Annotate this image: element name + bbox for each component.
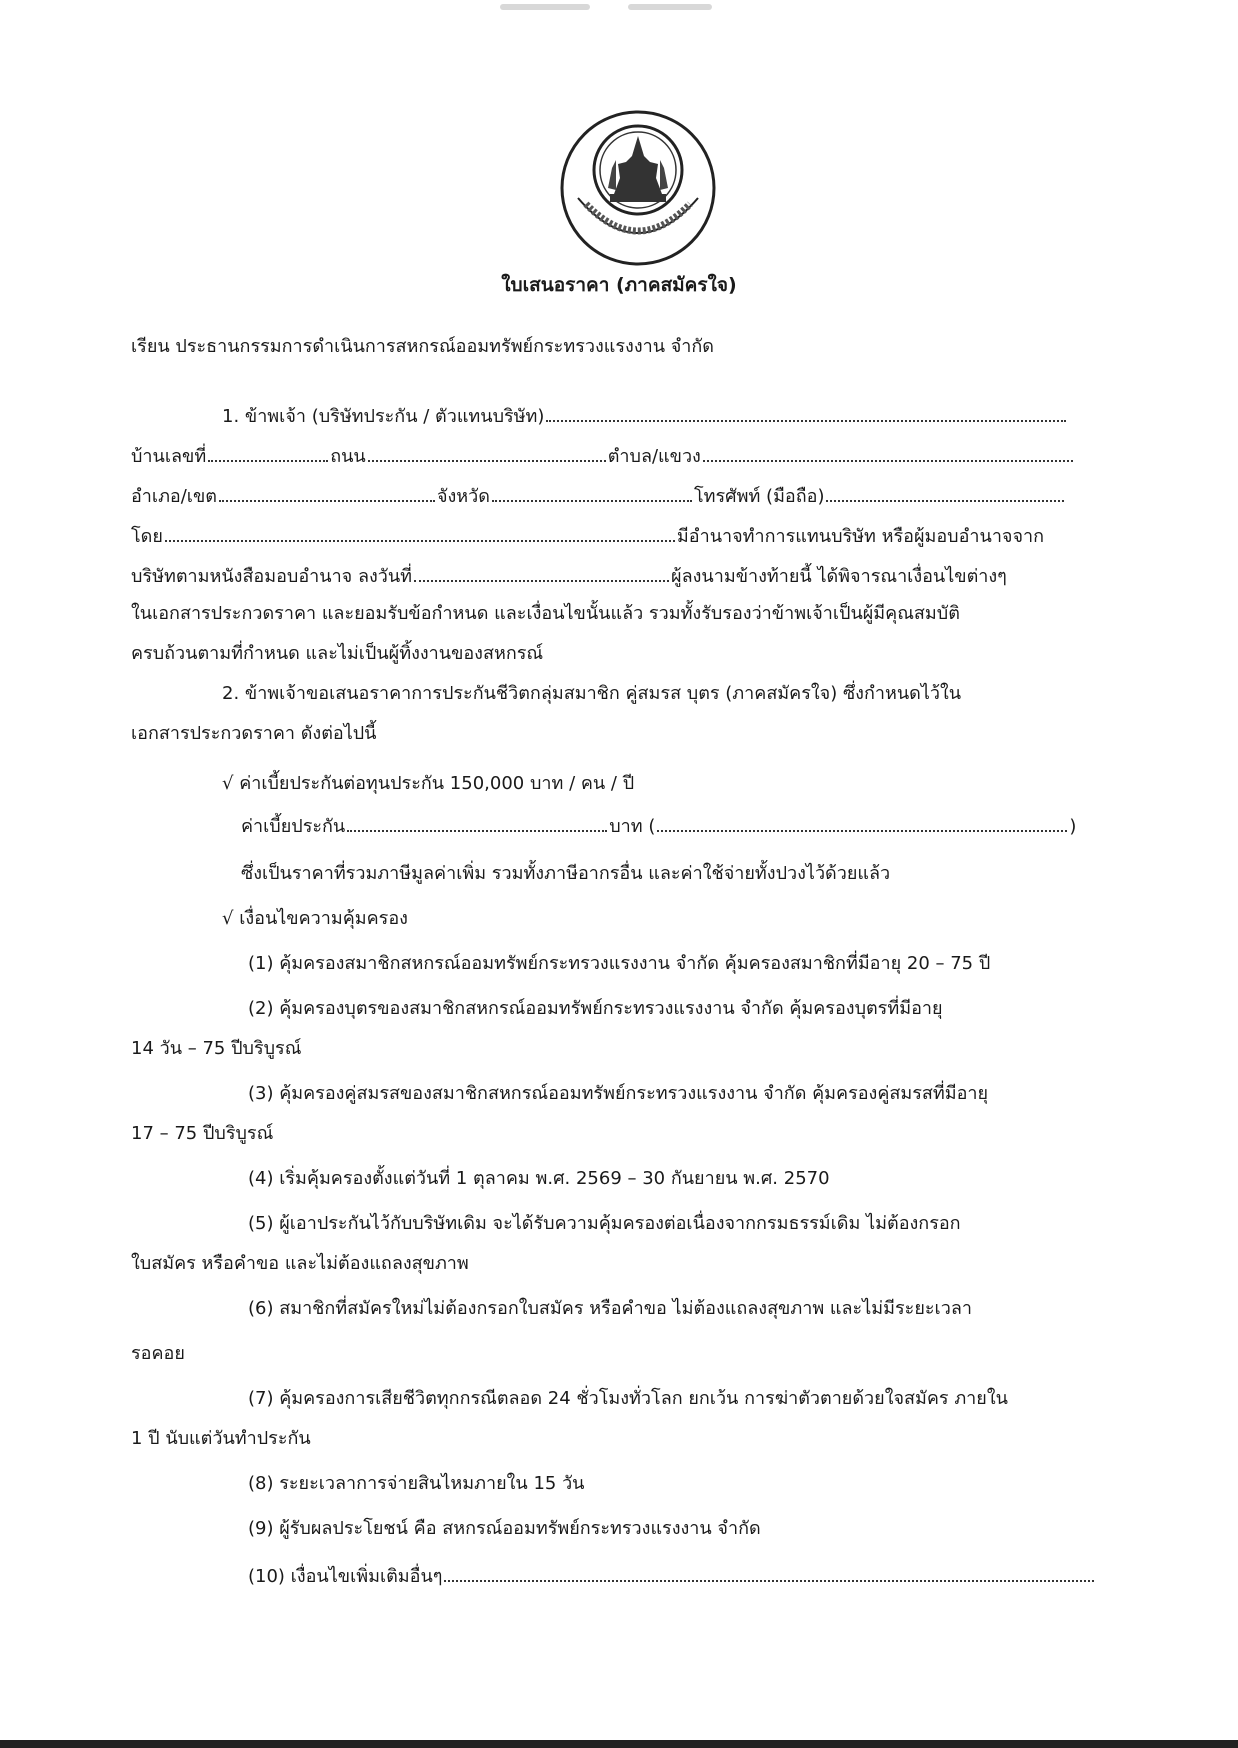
province-label: จังหวัด [436,486,490,507]
body-text: ในเอกสารประกวดราคา และยอมรับข้อกำหนด และเงื่อนไขนั้นแล้ว รวมทั้งรับรองว่าข้าพเจ้าเป็นผู้มีคุณสมบัติ [131,603,960,624]
condition-item: รอคอย [131,1343,185,1364]
other-conditions-label: (10) เงื่อนไขเพิ่มเติมอื่นๆ [248,1566,443,1587]
premium-row [241,812,1076,839]
condition-item: (7) คุ้มครองการเสียชีวิตทุกกรณีตลอด 24 ชั่วโมงทั่วโลก ยกเว้น การฆ่าตัวตายด้วยใจสมัคร ภายใน [248,1388,1008,1409]
company-name-label: 1. ข้าพเจ้า (บริษัทประกัน / ตัวแทนบริษัท) [222,406,545,427]
signer-text: ผู้ลงนามข้างท้ายนี้ ได้พิจารณาเงื่อนไขต่างๆ [671,566,1007,587]
conditions-heading: √ เงื่อนไขความคุ้มครอง [222,908,408,929]
authority-row [131,522,1044,549]
premium-amount-field[interactable] [347,812,607,832]
body-text: เอกสารประกวดราคา ดังต่อไปนี้ [131,723,377,744]
condition-item: 17 – 75 ปีบริบูรณ์ [131,1123,274,1144]
salutation: เรียน ประธานกรรมการดำเนินการสหกรณ์ออมทรัพย์กระทรวงแรงงาน จำกัด [131,336,714,357]
scan-bottom-edge [0,1740,1238,1748]
body-text: ครบถ้วนตามที่กำหนด และไม่เป็นผู้ทิ้งงานของสหกรณ์ [131,643,544,664]
other-conditions-field[interactable] [444,1562,1094,1582]
letter-date-row [131,562,1007,589]
premium-heading: √ ค่าเบี้ยประกันต่อทุนประกัน 150,000 บาท / คน / ปี [222,773,635,794]
road-label: ถนน [330,446,366,467]
by-label: โดย [131,526,163,547]
condition-item-other [248,1562,1096,1589]
province-field[interactable] [492,482,692,502]
page-title: ใบเสนอราคา (ภาคสมัครใจ) [501,274,737,296]
condition-item: (3) คุ้มครองคู่สมรสของสมาชิกสหกรณ์ออมทรัพย์กระทรวงแรงงาน จำกัด คุ้มครองคู่สมรสที่มีอายุ [248,1083,989,1104]
letter-date-label: บริษัทตามหนังสือมอบอำนาจ ลงวันที่ [131,566,413,587]
phone-label: โทรศัพท์ (มือถือ) [693,486,825,507]
tax-note: ซึ่งเป็นราคาที่รวมภาษีมูลค่าเพิ่ม รวมทั้งภาษีอากรอื่น และค่าใช้จ่ายทั้งปวงไว้ด้วยแล้ว [241,863,891,884]
authority-text: มีอำนาจทำการแทนบริษัท หรือผู้มอบอำนาจจาก [676,526,1045,547]
condition-item: (8) ระยะเวลาการจ่ายสินไหมภายใน 15 วัน [248,1473,585,1494]
scan-artifact [500,4,590,10]
condition-item: ใบสมัคร หรือคำขอ และไม่ต้องแถลงสุขภาพ [131,1253,469,1274]
premium-label: ค่าเบี้ยประกัน [241,816,346,837]
company-name-row [222,402,1068,429]
company-name-field[interactable] [546,402,1066,422]
address-row-1 [131,442,1075,469]
baht-label: บาท ( [609,816,656,837]
close-paren: ) [1069,816,1077,837]
district-field[interactable] [219,482,435,502]
condition-item: (5) ผู้เอาประกันไว้กับบริษัทเดิม จะได้รับความคุ้มครองต่อเนื่องจากกรมธรรม์เดิม ไม่ต้องกรอก [248,1213,961,1234]
condition-item: 14 วัน – 75 ปีบริบูรณ์ [131,1038,302,1059]
house-no-field[interactable] [208,442,328,462]
subdistrict-field[interactable] [703,442,1073,462]
letter-date-field[interactable] [414,562,669,582]
representative-field[interactable] [165,522,675,542]
cooperative-seal-icon [558,108,718,268]
subdistrict-label: ตำบล/แขวง [607,446,701,467]
premium-words-field[interactable] [657,812,1067,832]
condition-item: (4) เริ่มคุ้มครองตั้งแต่วันที่ 1 ตุลาคม พ.ศ. 2569 – 30 กันยายน พ.ศ. 2570 [248,1168,830,1189]
condition-item: 1 ปี นับแต่วันทำประกัน [131,1428,311,1449]
scan-artifact [628,4,712,10]
condition-item: (2) คุ้มครองบุตรของสมาชิกสหกรณ์ออมทรัพย์กระทรวงแรงงาน จำกัด คุ้มครองบุตรที่มีอายุ [248,998,943,1019]
condition-item: (6) สมาชิกที่สมัครใหม่ไม่ต้องกรอกใบสมัคร หรือคำขอ ไม่ต้องแถลงสุขภาพ และไม่มีระยะเวลา [248,1298,972,1319]
house-no-label: บ้านเลขที่ [131,446,207,467]
body-text: 2. ข้าพเจ้าขอเสนอราคาการประกันชีวิตกลุ่มสมาชิก คู่สมรส บุตร (ภาคสมัครใจ) ซึ่งกำหนดไว้ใน [222,683,962,704]
condition-item: (9) ผู้รับผลประโยชน์ คือ สหกรณ์ออมทรัพย์กระทรวงแรงงาน จำกัด [248,1518,761,1539]
district-label: อำเภอ/เขต [131,486,217,507]
condition-item: (1) คุ้มครองสมาชิกสหกรณ์ออมทรัพย์กระทรวงแรงงาน จำกัด คุ้มครองสมาชิกที่มีอายุ 20 – 75 ปี [248,953,991,974]
road-field[interactable] [368,442,606,462]
address-row-2 [131,482,1066,509]
phone-field[interactable] [826,482,1064,502]
